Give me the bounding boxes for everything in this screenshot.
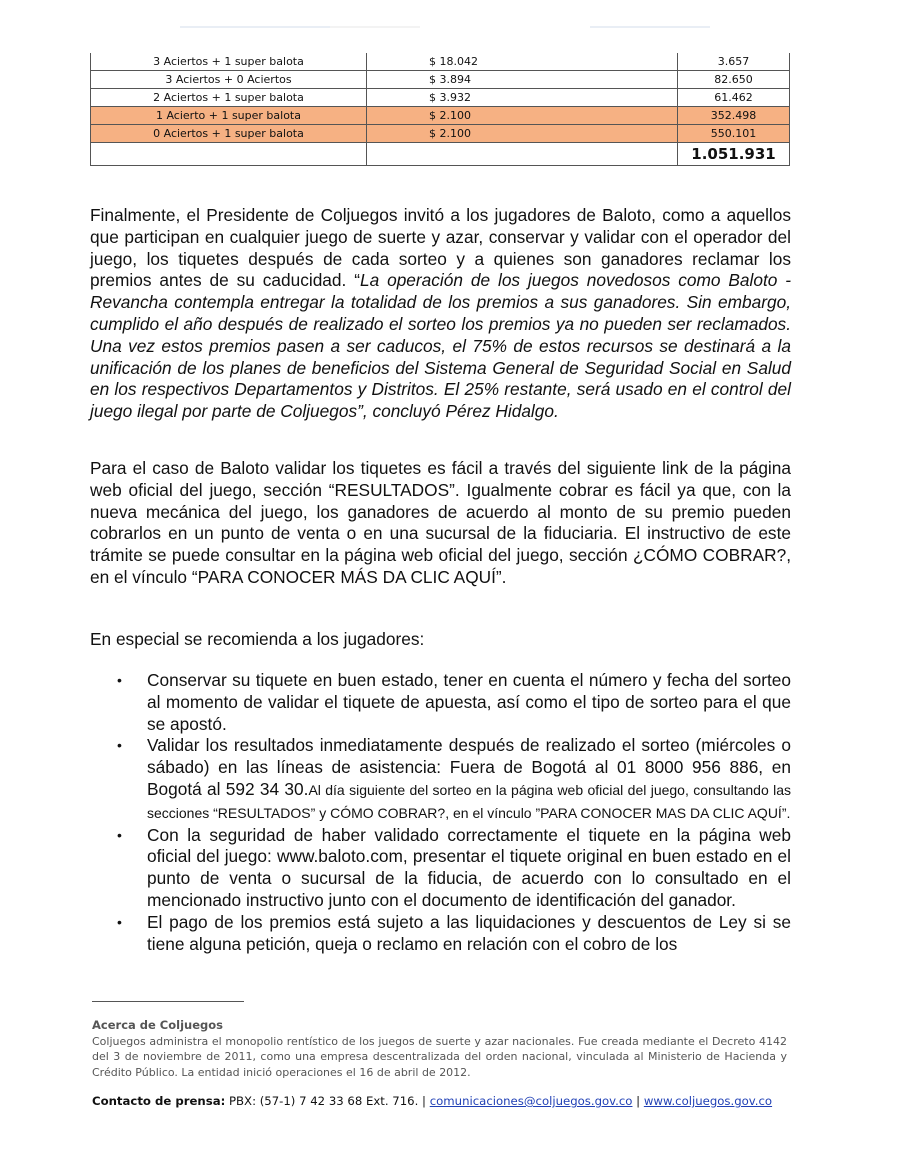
winners-cell: 61.462 bbox=[678, 89, 790, 107]
combination-cell: 0 Aciertos + 1 super balota bbox=[91, 125, 367, 143]
website-link[interactable]: www.coljuegos.gov.co bbox=[643, 1094, 773, 1108]
about-text: Coljuegos administra el monopolio rentístico de los juegos de suerte y azar nacionales. Fue creada mediante el Decreto 4142 del 3 de noviembre de 2011, como una empresa descentralizada del orden nacional, vinculada al Ministerio de Hacienda y Crédito Público. La entidad inició operaciones el 16 de abril de 2012. bbox=[92, 1034, 787, 1079]
winners-cell: 352.498 bbox=[678, 107, 790, 125]
combination-cell: 2 Aciertos + 1 super balota bbox=[91, 89, 367, 107]
list-item bbox=[90, 825, 791, 912]
table-row bbox=[91, 71, 790, 89]
bullet-icon: • bbox=[117, 913, 122, 930]
bullet-icon: • bbox=[117, 672, 122, 688]
separator: | bbox=[422, 1094, 426, 1108]
empty-cell bbox=[367, 143, 678, 166]
email-link[interactable]: comunicaciones@coljuegos.gov.co bbox=[429, 1094, 633, 1108]
empty-cell bbox=[91, 143, 367, 166]
total-winners-cell: 1.051.931 bbox=[678, 143, 790, 166]
winners-cell: 82.650 bbox=[678, 71, 790, 89]
list-item-text: Conservar su tiquete en buen estado, tener en cuenta el número y fecha del sorteo al momento de validar el tiquete de apuesta, así como el tipo de sorteo para el que se apostó. bbox=[147, 670, 791, 734]
closing-statement-paragraph bbox=[90, 205, 791, 423]
winners-cell: 550.101 bbox=[678, 125, 790, 143]
validation-paragraph: Para el caso de Baloto validar los tiquetes es fácil a través del siguiente link de la página web oficial del juego, sección “RESULTADOS”. Igualmente cobrar es fácil ya que, con la nueva mecánica del juego, los ganadores de acuerdo al monto de su premio pueden cobrarlos en un punto de venta o en una sucursal de la fiduciaria. El instructivo de este trámite se puede consultar en la página web oficial del juego, sección ¿CÓMO COBRAR?, en el vínculo “PARA CONOCER MÁS DA CLIC AQUÍ”. bbox=[90, 458, 791, 587]
list-item-text-small: Al día siguiente del sorteo en la página web oficial del juego, consultando las secciones “RESULTADOS” y CÓMO COBRAR?, en el vínculo ”PARA CONOCER MAS DA CLIC AQUÍ”. bbox=[147, 781, 791, 821]
list-item bbox=[90, 735, 791, 824]
separator: | bbox=[636, 1094, 641, 1108]
table-row bbox=[91, 89, 790, 107]
about-coljuegos bbox=[92, 1018, 787, 1080]
contact-label: Contacto de prensa: bbox=[92, 1094, 226, 1108]
president-quote: La operación de los juegos novedosos como Baloto - Revancha contempla entregar la totalidad de los premios a sus ganadores. Sin embargo, cumplido el año después de realizado el sorteo los premios ya no pueden ser reclamados. Una vez estos premios pasen a ser caducos, el 75% de estos recursos se destinará a la unificación de los planes de beneficios del Sistema General de Seguridad Social en Salud en los respectivos Departamentos y Distritos. El 25% restante, será usado en el control del juego ilegal por parte de Coljuegos”, concluyó Pérez Hidalgo. bbox=[90, 270, 792, 422]
list-item bbox=[90, 912, 791, 956]
contact-phone: PBX: (57-1) 7 42 33 68 Ext. 716. bbox=[225, 1094, 423, 1108]
prize-cell: $ 2.100 bbox=[367, 125, 678, 143]
winners-cell: 3.657 bbox=[678, 53, 790, 71]
about-title: Acerca de Coljuegos bbox=[92, 1018, 223, 1032]
press-contact bbox=[92, 1094, 792, 1108]
table-row-highlighted bbox=[91, 107, 790, 125]
combination-cell: 1 Acierto + 1 super balota bbox=[91, 107, 367, 125]
recommendation-list bbox=[90, 670, 791, 956]
list-item-text: Con la seguridad de haber validado correctamente el tiquete en la página web oficial del juego: www.baloto.com, presentar el tiquete original en buen estado en el punto de venta o sucursal de la fiducia, de acuerdo con lo consultado en el mencionado instructivo junto con el documento de identificación del ganador. bbox=[147, 824, 791, 910]
header-strip bbox=[90, 22, 790, 32]
recommendation-intro: En especial se recomienda a los jugadores: bbox=[90, 629, 425, 649]
bullet-icon: • bbox=[117, 737, 122, 754]
prize-cell: $ 18.042 bbox=[367, 53, 678, 71]
combination-cell: 3 Aciertos + 0 Aciertos bbox=[91, 71, 367, 89]
bullet-icon: • bbox=[117, 826, 122, 843]
prize-cell: $ 3.894 bbox=[367, 71, 678, 89]
combination-cell: 3 Aciertos + 1 super balota bbox=[91, 53, 367, 71]
list-item-text: El pago de los premios está sujeto a las liquidaciones y descuentos de Ley si se tiene alguna petición, queja o reclamo en relación con el cobro de los bbox=[147, 911, 791, 954]
prize-cell: $ 2.100 bbox=[367, 107, 678, 125]
list-item-text: Validar los resultados inmediatamente después de realizado el sorteo (miércoles o sábado) en las líneas de asistencia: Fuera de Bogotá al 01 8000 956 886, en Bogotá al 592 34 30. bbox=[147, 735, 791, 799]
table-row bbox=[91, 53, 790, 71]
table-total-row bbox=[91, 143, 790, 166]
table-row-highlighted bbox=[91, 125, 790, 143]
prize-results-table bbox=[90, 53, 790, 166]
list-item bbox=[90, 670, 791, 735]
prize-cell: $ 3.932 bbox=[367, 89, 678, 107]
footnote-divider bbox=[92, 1001, 244, 1002]
paragraph-text: Finalmente, el Presidente de Coljuegos invitó a los jugadores de Baloto, como a aquellos que participan en cualquier juego de suerte y azar, conservar y validar con el operador del juego, los tiquetes después de cada sorteo y a quienes son ganadores reclamar los premios antes de su caducidad. “ bbox=[90, 205, 791, 291]
